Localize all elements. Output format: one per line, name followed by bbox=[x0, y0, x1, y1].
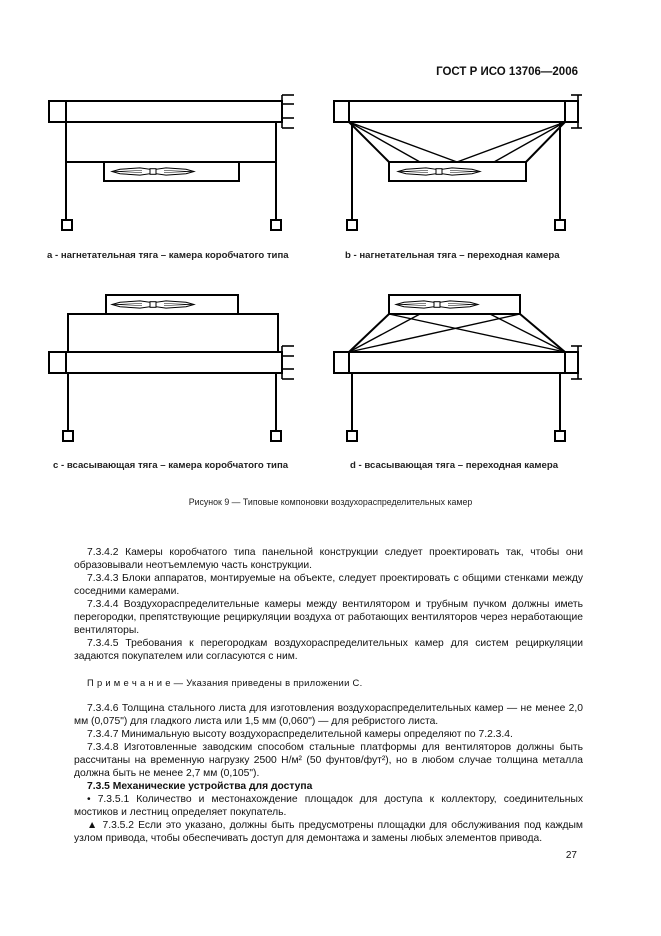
paragraph-7-3-4-5: 7.3.4.5 Требования к перегородкам воздухораспределительных камер для систем рециркуляции задаются покупателем или согласуются с ним. bbox=[74, 638, 583, 662]
paragraph-7-3-4-4: 7.3.4.4 Воздухораспределительные камеры между вентилятором и трубным пучком должны иметь перегородки, препятствующие рециркуляции воздуха от работающих вентиляторов через неработающие вентиляторы. bbox=[74, 599, 583, 636]
diagram-b bbox=[334, 95, 582, 230]
page-number: 27 bbox=[565, 850, 577, 861]
section-heading-7-3-5: 7.3.5 Механические устройства для доступа bbox=[87, 781, 313, 792]
paragraph-7-3-5-1: • 7.3.5.1 Количество и местонахождение площадок для доступа к коллектору, соединительных мостиков и лестниц определяет покупатель. bbox=[74, 794, 583, 818]
paragraph-7-3-4-3: 7.3.4.3 Блоки аппаратов, монтируемые на объекте, следует проектировать с общими стенками между соседними камерами. bbox=[74, 573, 583, 597]
paragraph-7-3-4-2: 7.3.4.2 Камеры коробчатого типа панельной конструкции следует проектировать так, чтобы они образовывали неотъемлемую часть конструкции. bbox=[74, 547, 583, 571]
paragraph-7-3-4-8: 7.3.4.8 Изготовленные заводским способом стальные платформы для вентиляторов должны быть рассчитаны на временную нагрузку 2500 Н/м² (50 фунтов/фут²), но в любом случае толщина металла должна быть не менее 2,7 мм (0,105"). bbox=[74, 742, 583, 779]
diagram-c bbox=[49, 295, 294, 441]
document-header: ГОСТ Р ИСО 13706—2006 bbox=[436, 66, 578, 78]
paragraph-7-3-4-7: 7.3.4.7 Минимальную высоту воздухораспределительной камеры определяют по 7.2.3.4. bbox=[87, 729, 513, 740]
caption-d: d - всасывающая тяга – переходная камера bbox=[350, 460, 559, 471]
diagram-d bbox=[334, 295, 582, 441]
caption-c: с - всасывающая тяга – камера коробчатого типа bbox=[53, 460, 289, 471]
note: П р и м е ч а н и е — Указания приведены в приложении С. bbox=[87, 677, 363, 688]
caption-b: b - нагнетательная тяга – переходная камера bbox=[345, 250, 560, 261]
paragraph-7-3-5-2: ▲ 7.3.5.2 Если это указано, должны быть предусмотрены площадки для обслуживания под каждым узлом привода, чтобы обеспечивать доступ для демонтажа и замены любых элементов привода. bbox=[74, 820, 583, 844]
paragraph-7-3-4-6: 7.3.4.6 Толщина стального листа для изготовления воздухораспределительных камер — не менее 2,0 мм (0,075") для гладкого листа или 1,5 мм (0,060") — для ребристого листа. bbox=[74, 703, 583, 727]
figure-title: Рисунок 9 — Типовые компоновки воздухораспределительных камер bbox=[188, 497, 473, 507]
body-text bbox=[74, 546, 583, 845]
diagram-a bbox=[49, 95, 294, 230]
caption-a: а - нагнетательная тяга – камера коробчатого типа bbox=[47, 250, 289, 261]
